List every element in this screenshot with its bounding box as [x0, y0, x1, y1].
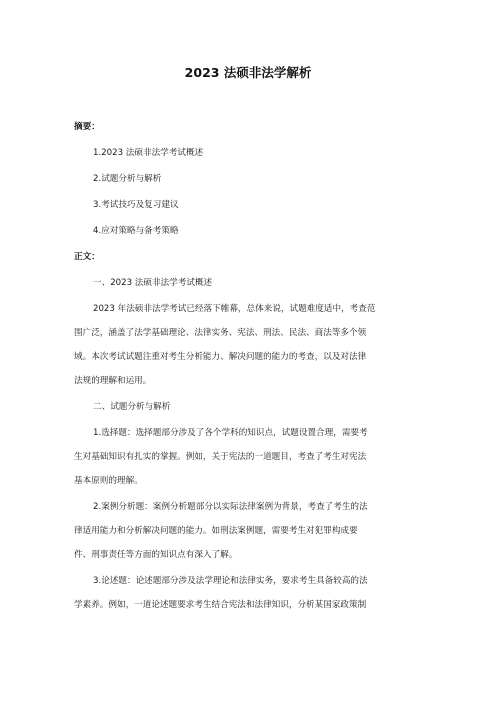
- item1-line-3: 基本原则的理解。: [74, 476, 143, 486]
- body-heading: 正文：: [74, 252, 100, 262]
- section2-title: 二、试题分析与解析: [93, 402, 171, 412]
- abstract-heading: 摘要：: [74, 122, 100, 132]
- item2-line-3: 件、刑事责任等方面的知识点有深入了解。: [74, 550, 238, 560]
- item1-line-2: 生对基础知识有扎实的掌握。例如，关于宪法的一道题目，考查了考生对宪法: [74, 452, 367, 462]
- document-title: 2023 法硕非法学解析: [184, 65, 312, 80]
- toc-item-4: 4.应对策略与备考策略: [93, 226, 179, 236]
- item3-line-2: 学素养。例如，一道论述题要求考生结合宪法和法律知识，分析某国家政策制: [74, 600, 367, 610]
- toc-item-2: 2.试题分析与解析: [93, 174, 162, 184]
- section1-para-line-2: 围广泛，涵盖了法学基础理论、法律实务、宪法、刑法、民法、商法等多个领: [74, 328, 367, 338]
- section1-para-line-4: 法规的理解和运用。: [74, 376, 152, 386]
- section1-title: 一、2023 法硕非法学考试概述: [93, 278, 213, 288]
- section1-para-line-3: 域。本次考试试题注重对考生分析能力、解决问题的能力的考查，以及对法律: [74, 352, 367, 362]
- item2-line-2: 律适用能力和分析解决问题的能力。如刑法案例题，需要考生对犯罪构成要: [74, 526, 358, 536]
- toc-item-3: 3.考试技巧及复习建议: [93, 200, 179, 210]
- section1-para-line-1: 2023 年法硕非法学考试已经落下帷幕，总体来说，试题难度适中，考查范: [93, 304, 376, 314]
- toc-item-1: 1.2023 法硕非法学考试概述: [93, 148, 204, 158]
- item3-line-1: 3.论述题：论述题部分涉及法学理论和法律实务，要求考生具备较高的法: [93, 576, 368, 586]
- item2-line-1: 2.案例分析题：案例分析题部分以实际法律案例为背景，考查了考生的法: [93, 502, 368, 512]
- item1-line-1: 1.选择题：选择题部分涉及了各个学科的知识点，试题设置合理，需要考: [93, 428, 368, 438]
